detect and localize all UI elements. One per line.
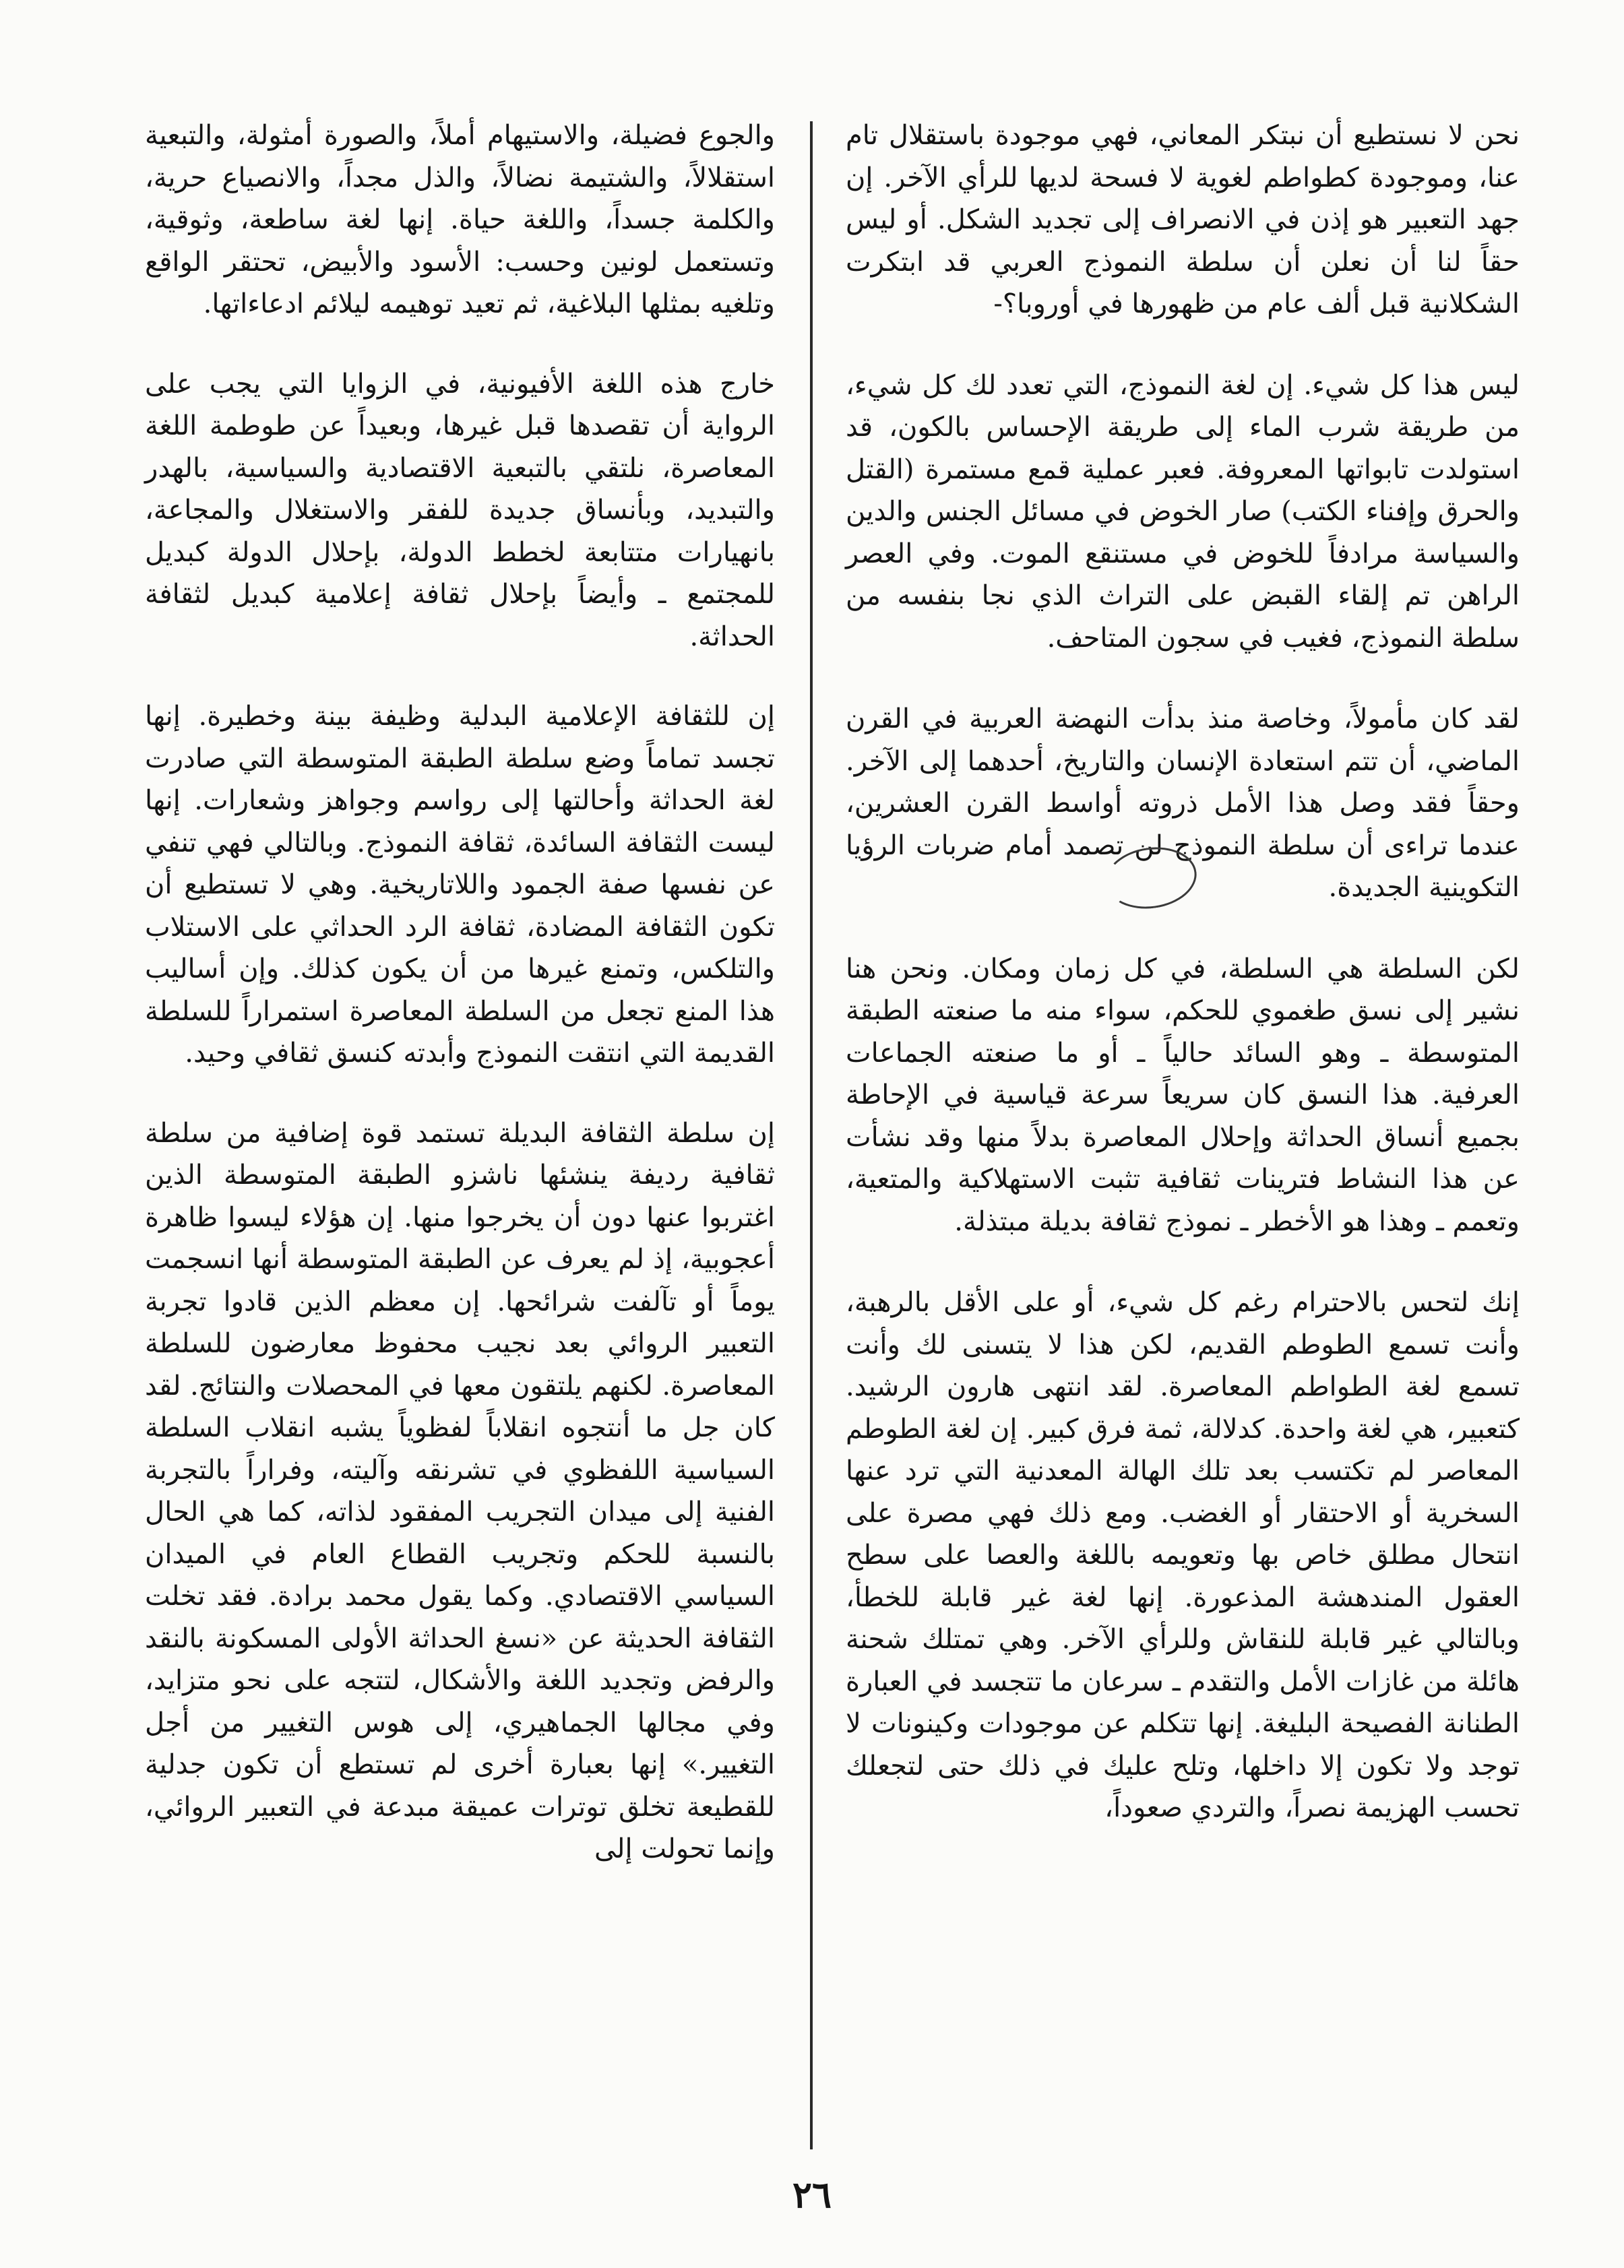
paragraph: إن سلطة الثقافة البديلة تستمد قوة إضافية من سلطة ثقافية رديفة ينشئها ناشزو الطبقة المتوسطة الذين اغتربوا عنها دون أن يخرجوا منها. إن هؤلاء ليسوا ظاهرة أعجوبية، إذ لم يعرف عن الطبقة المتوسطة أنها انسجمت يوماً أو تآلفت شرائحها. إن معظم الذين قادوا تجربة التعبير الروائي بعد نجيب محفوظ معارضون للسلطة المعاصرة. لكنهم يلتقون معها في المحصلات والنتائج. لقد كان جل ما أنتجوه انقلاباً لفظوياً يشبه انقلاب السلطة السياسية اللفظوي في تشرنقه وآليته، وفراراً بالتجربة الفنية إلى ميدان التجريب المفقود لذاته، كما هي الحال بالنسبة للحكم وتجريب القطاع العام في الميدان السياسي الاقتصادي. وكما يقول محمد برادة. فقد تخلت الثقافة الحديثة عن «نسغ الحداثة الأولى المسكونة بالنقد والرفض وتجديد اللغة والأشكال، لتتجه على نحو متزايد، وفي مجالها الجماهيري، إلى هوس التغيير من أجل التغيير.» إنها بعبارة أخرى لم تستطع أن تكون جدلية للقطيعة تخلق توترات عميقة مبدعة في التعبير الروائي، وإنما تحولت إلى (145, 1117, 775, 1864)
paragraph: لقد كان مأمولاً، وخاصة منذ بدأت النهضة العربية في القرن الماضي، أن تتم استعادة الإنسان والتاريخ، أحدهما إلى الآخر. وحقاً فقد وصل هذا الأمل ذروته أواسط القرن العشرين، عندما تراءى أن سلطة النموذج لن تصمد أمام ضربات الرؤيا التكوينية الجديدة. (846, 703, 1520, 903)
right-column (846, 115, 1520, 1868)
column-divider (810, 121, 813, 2149)
paragraph: إن للثقافة الإعلامية البدلية وظيفة بينة وخطيرة. إنها تجسد تماماً وضع سلطة الطبقة المتوسطة التي صادرت لغة الحداثة وأحالتها إلى رواسم وجواهز وشعارات. إنها ليست الثقافة السائدة، ثقافة النموذج. وبالتالي فهي تنفي عن نفسها صفة الجمود واللاتاريخية. وهي لا تستطيع أن تكون الثقافة المضادة، ثقافة الرد الحداثي على الاستلاب والتلكس، وتمنع غيرها من أن يكون كذلك. وإن أساليب هذا المنع تجعل من السلطة المعاصرة استمراراً للسلطة القديمة التي انتقت النموذج وأبدته كنسق ثقافي وحيد. (145, 701, 775, 1069)
paragraph: لكن السلطة هي السلطة، في كل زمان ومكان. ونحن هنا نشير إلى نسق طغموي للحكم، سواء منه ما صنعته الطبقة المتوسطة ـ وهو السائد حالياً ـ أو ما صنعته الجماعات العرفية. هذا النسق كان سريعاً سرعة قياسية في الإحاطة بجميع أنساق الحداثة وإحلال المعاصرة بدلاً منها وقد نشأت عن هذا النشاط فترينات ثقافية تثبت الاستهلاكية والمتعية، وتعمم ـ وهذا هو الأخطر ـ نموذج ثقافة بديلة مبتذلة. (846, 953, 1520, 1237)
left-column (145, 115, 775, 1908)
paragraph: والجوع فضيلة، والاستيهام أملاً، والصورة أمثولة، والتبعية استقلالاً، والشتيمة نضالاً، والذل مجداً، والانصياع حرية، والكلمة جسداً، واللغة حياة. إنها لغة ساطعة، وثوقية، وتستعمل لونين وحسب: الأسود والأبيض، تحتقر الواقع وتلغيه بمثلها البلاغية، ثم تعيد توهيمه ليلائم ادعاءاتها. (145, 120, 775, 319)
page-number: ٢٦ (792, 2173, 832, 2216)
paragraph: إنك لتحس بالاحترام رغم كل شيء، أو على الأقل بالرهبة، وأنت تسمع الطوطم القديم، لكن هذا لا يتسنى لك وأنت تسمع لغة الطواطم المعاصرة. لقد انتهى هارون الرشيد. كتعبير، هي لغة واحدة. كدلالة، ثمة فرق كبير. إن لغة الطوطم المعاصر لم تكتسب بعد تلك الهالة المعدنية التي ترد عنها السخرية أو الاحتقار أو الغضب. ومع ذلك فهي مصرة على انتحال مطلق خاص بها وتعويمه باللغة والعصا على سطح العقول المندهشة المذعورة. إنها لغة غير قابلة للخطأ، وبالتالي غير قابلة للنقاش وللرأي الآخر. وهي تمتلك شحنة هائلة من غازات الأمل والتقدم ـ سرعان ما تتجسد في العبارة الطنانة الفصيحة البليغة. إنها تتكلم عن موجودات وكينونات لا توجد ولا تكون إلا داخلها، وتلح عليك في ذلك حتى لتجعلك تحسب الهزيمة نصراً، والتردي صعوداً، (846, 1287, 1520, 1823)
paragraph: خارج هذه اللغة الأفيونية، في الزوايا التي يجب على الرواية أن تقصدها قبل غيرها، وبعيداً عن طوطمة اللغة المعاصرة، نلتقي بالتبعية الاقتصادية والسياسية، بالهدر والتبديد، وبأنساق جديدة للفقر والاستغلال والمجاعة، بانهيارات متتابعة لخطط الدولة، بإحلال الدولة كبديل للمجتمع ـ وأيضاً بإحلال ثقافة إعلامية كبديل لثقافة الحداثة. (145, 368, 775, 652)
paragraph: ليس هذا كل شيء. إن لغة النموذج، التي تعدد لك كل شيء، من طريقة شرب الماء إلى طريقة الإحساس بالكون، قد استولدت تابواتها المعروفة. فعبر عملية قمع مستمرة (القتل والحرق وإفناء الكتب) صار الخوض في مسائل الجنس والدين والسياسة مرادفاً للخوض في مستنقع الموت. وفي العصر الراهن تم إلقاء القبض على التراث الذي نجا بنفسه من سلطة النموذج، فغيب في سجون المتاحف. (846, 369, 1520, 654)
paragraph: نحن لا نستطيع أن نبتكر المعاني، فهي موجودة باستقلال تام عنا، وموجودة كطواطم لغوية لا فسحة لديها للرأي الآخر. إن جهد التعبير هو إذن في الانصراف إلى تجديد الشكل. أو ليس حقاً لنا أن نعلن أن سلطة النموذج العربي قد ابتكرت الشكلانية قبل ألف عام من ظهورها في أوروبا؟- (846, 120, 1520, 319)
